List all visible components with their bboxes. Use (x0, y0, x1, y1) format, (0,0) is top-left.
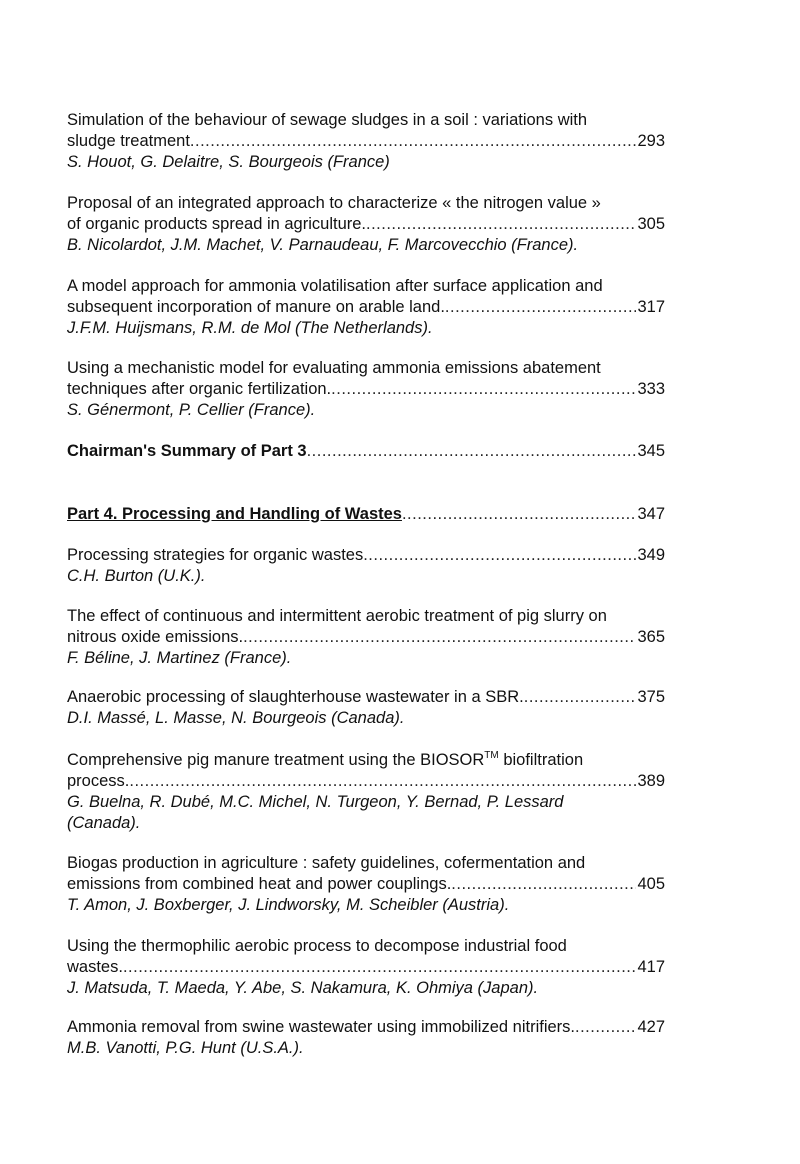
entry-title-last: subsequent incorporation of manure on arable land. (67, 298, 445, 316)
page-number: 405 (637, 875, 665, 893)
entry-authors: J. Matsuda, T. Maeda, Y. Abe, S. Nakamura, K. Ohmiya (Japan). (67, 979, 539, 997)
dot-leader (366, 214, 636, 235)
entry-title-last: nitrous oxide emissions. (67, 628, 244, 646)
page-number: 349 (637, 546, 665, 564)
entry-title-last: of organic products spread in agriculture. (67, 215, 366, 233)
entry-authors: C.H. Burton (U.K.). (67, 567, 206, 585)
entry-authors: S. Génermont, P. Cellier (France). (67, 401, 316, 419)
entry-title-last: sludge treatment (67, 132, 190, 150)
entry-title-line: Comprehensive pig manure treatment using the BIOSOR (67, 751, 485, 769)
part-heading-title: Part 4. Processing and Handling of Wastes (67, 505, 402, 523)
toc-part-heading (67, 504, 665, 525)
page-number: 317 (637, 298, 665, 316)
entry-title-line: Using the thermophilic aerobic process to decompose industrial food (67, 937, 567, 955)
entry-title-last: techniques after organic fertilization. (67, 380, 332, 398)
entry-authors: D.I. Massé, L. Masse, N. Bourgeois (Canada). (67, 709, 405, 727)
entry-title-line: Biogas production in agriculture : safety guidelines, cofermentation and (67, 854, 586, 872)
dot-leader (190, 131, 637, 152)
entry-title-last: Ammonia removal from swine wastewater using immobilized nitrifiers. (67, 1018, 575, 1036)
dot-leader (524, 687, 637, 708)
page-number: 347 (637, 505, 665, 523)
entry-title-last: Processing strategies for organic wastes (67, 546, 364, 564)
toc-entry (67, 193, 665, 256)
entry-authors: F. Béline, J. Martinez (France). (67, 649, 292, 667)
toc-entry (67, 687, 665, 729)
page-number: 333 (637, 380, 665, 398)
entry-authors: S. Houot, G. Delaitre, S. Bourgeois (France) (67, 153, 390, 171)
dot-leader (307, 441, 637, 462)
toc-entry (67, 853, 665, 916)
page-number: 293 (637, 132, 665, 150)
entry-title-last: Anaerobic processing of slaughterhouse wastewater in a SBR. (67, 688, 524, 706)
toc-entry-chairman-summary (67, 441, 665, 462)
dot-leader (451, 874, 636, 895)
toc-entry (67, 545, 665, 587)
dot-leader (402, 504, 637, 525)
page-number: 305 (637, 215, 665, 233)
entry-authors: M.B. Vanotti, P.G. Hunt (U.S.A.). (67, 1039, 304, 1057)
dot-leader (363, 545, 636, 566)
entry-title-line: Simulation of the behaviour of sewage sludges in a soil : variations with (67, 111, 588, 129)
entry-authors: T. Amon, J. Boxberger, J. Lindworsky, M. Scheibler (Austria). (67, 896, 510, 914)
entry-title-line: The effect of continuous and intermittent aerobic treatment of pig slurry on (67, 607, 607, 625)
entry-authors: G. Buelna, R. Dubé, M.C. Michel, N. Turgeon, Y. Bernad, P. Lessard (67, 793, 564, 811)
entry-title-line: Proposal of an integrated approach to characterize « the nitrogen value » (67, 194, 601, 212)
entry-title-last: emissions from combined heat and power couplings. (67, 875, 452, 893)
dot-leader (123, 957, 637, 978)
entry-authors: J.F.M. Huijsmans, R.M. de Mol (The Netherlands). (67, 319, 433, 337)
dot-leader (575, 1017, 636, 1038)
dot-leader (129, 771, 636, 792)
page-number: 365 (637, 628, 665, 646)
toc-entry (67, 358, 665, 421)
entry-title-line: Using a mechanistic model for evaluating ammonia emissions abatement (67, 359, 601, 377)
page-number: 417 (637, 958, 665, 976)
entry-title-last: Chairman's Summary of Part 3 (67, 442, 307, 460)
page-number: 389 (637, 772, 665, 790)
toc-entry (67, 936, 665, 999)
dot-leader (331, 379, 636, 400)
entry-title-line-rest: biofiltration (498, 751, 584, 769)
page-number: 427 (637, 1018, 665, 1036)
toc-entry (67, 750, 665, 834)
page-number: 375 (637, 688, 665, 706)
dot-leader (243, 627, 636, 648)
trademark-superscript: TM (484, 750, 499, 761)
dot-leader (445, 297, 637, 318)
toc-entry (67, 276, 665, 339)
entry-title-last: wastes. (67, 958, 123, 976)
entry-title-last: process. (67, 772, 130, 790)
toc-entry (67, 1017, 665, 1059)
entry-title-line: A model approach for ammonia volatilisation after surface application and (67, 277, 603, 295)
toc-entry (67, 110, 665, 173)
entry-authors: (Canada). (67, 814, 141, 832)
entry-authors: B. Nicolardot, J.M. Machet, V. Parnaudeau, F. Marcovecchio (France). (67, 236, 579, 254)
toc-entry (67, 606, 665, 669)
page-number: 345 (637, 442, 665, 460)
